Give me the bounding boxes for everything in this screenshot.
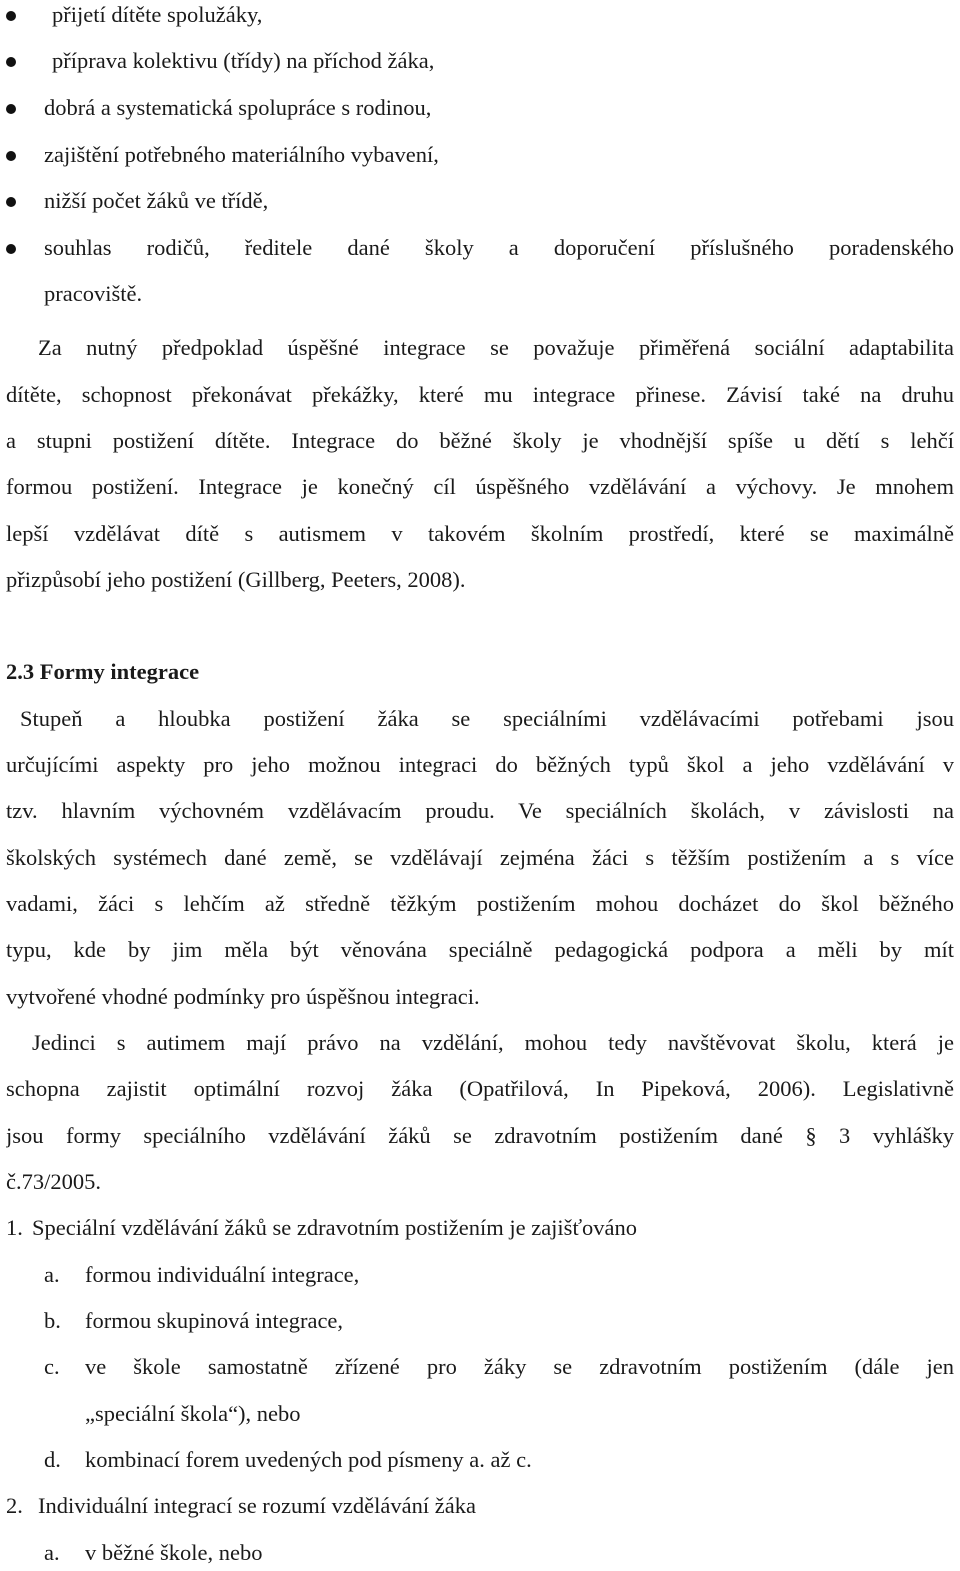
bullet-item: souhlas rodičů, ředitele dané školy a doporučení příslušného poradenského	[44, 235, 954, 260]
sublist-label: a.	[44, 1262, 60, 1287]
text-line: tzv. hlavním výchovném vzdělávacím proudu. Ve speciálních školách, v závislosti na	[6, 798, 954, 823]
text-line: č.73/2005.	[6, 1169, 101, 1194]
bullet-icon	[6, 11, 16, 21]
text-line: typu, kde by jim měla být věnována speciálně pedagogická podpora a měli by mít	[6, 937, 954, 962]
section-heading: 2.3 Formy integrace	[6, 659, 200, 684]
sublist-item: v běžné škole, nebo	[85, 1540, 263, 1565]
text-line: Jedinci s autimem mají právo na vzdělání, mohou tedy navštěvovat školu, která je	[32, 1030, 954, 1055]
sublist-item: formou individuální integrace,	[85, 1262, 360, 1287]
text-line: formou postižení. Integrace je konečný cíl úspěšného vzdělávání a výchovy. Je mnohem	[6, 474, 954, 499]
bullet-item: přijetí dítěte spolužáky,	[52, 2, 263, 27]
text-line: a stupni postižení dítěte. Integrace do běžné školy je vhodnější spíše u dětí s lehčí	[6, 428, 954, 453]
sublist-label: a.	[44, 1540, 60, 1565]
text-line: jsou formy speciálního vzdělávání žáků se zdravotním postižením dané § 3 vyhlášky	[6, 1123, 954, 1148]
bullet-item: zajištění potřebného materiálního vybavení,	[44, 142, 439, 167]
text-line: dítěte, schopnost překonávat překážky, které mu integrace přinese. Závisí také na druhu	[6, 382, 954, 407]
sublist-item: formou skupinová integrace,	[85, 1308, 344, 1333]
sublist-label: c.	[44, 1354, 60, 1379]
bullet-item-continuation: pracoviště.	[44, 281, 143, 306]
bullet-icon	[6, 151, 16, 161]
sublist-label: b.	[44, 1308, 61, 1333]
text-line: lepší vzdělávat dítě s autismem v takovém školním prostředí, které se maximálně	[6, 521, 954, 546]
bullet-item: dobrá a systematická spolupráce s rodinou,	[44, 95, 432, 120]
bullet-icon	[6, 244, 16, 254]
bullet-item: příprava kolektivu (třídy) na příchod žáka,	[52, 48, 435, 73]
sublist-label: d.	[44, 1447, 61, 1472]
list-number: 2.	[6, 1493, 23, 1518]
sublist-item-continuation: „speciální škola“), nebo	[85, 1401, 301, 1426]
text-line: schopna zajistit optimální rozvoj žáka (Opatřilová, In Pipeková, 2006). Legislativně	[6, 1076, 954, 1101]
bullet-icon	[6, 57, 16, 67]
list-item-text: Speciální vzdělávání žáků se zdravotním postižením je zajišťováno	[32, 1215, 638, 1240]
text-line: vadami, žáci s lehčím až středně těžkým postižením mohou docházet do škol běžného	[6, 891, 954, 916]
bullet-icon	[6, 104, 16, 114]
text-line: přizpůsobí jeho postižení (Gillberg, Peeters, 2008).	[6, 567, 466, 592]
sublist-item: ve škole samostatně zřízené pro žáky se zdravotním postižením (dále jen	[85, 1354, 954, 1379]
list-number: 1.	[6, 1215, 23, 1240]
text-line: vytvořené vhodné podmínky pro úspěšnou integraci.	[6, 984, 480, 1009]
bullet-icon	[6, 197, 16, 207]
text-line: školských systémech dané země, se vzdělávají zejména žáci s těžším postižením a s více	[6, 845, 954, 870]
text-line: určujícími aspekty pro jeho možnou integraci do běžných typů škol a jeho vzdělávání v	[6, 752, 954, 777]
list-item-text: Individuální integrací se rozumí vzdělávání žáka	[38, 1493, 476, 1518]
sublist-item: kombinací forem uvedených pod písmeny a. až c.	[85, 1447, 532, 1472]
bullet-item: nižší počet žáků ve třídě,	[44, 188, 269, 213]
text-line: Stupeň a hloubka postižení žáka se speciálními vzdělávacími potřebami jsou	[20, 706, 954, 731]
text-line: Za nutný předpoklad úspěšné integrace se považuje přiměřená sociální adaptabilita	[38, 335, 954, 360]
